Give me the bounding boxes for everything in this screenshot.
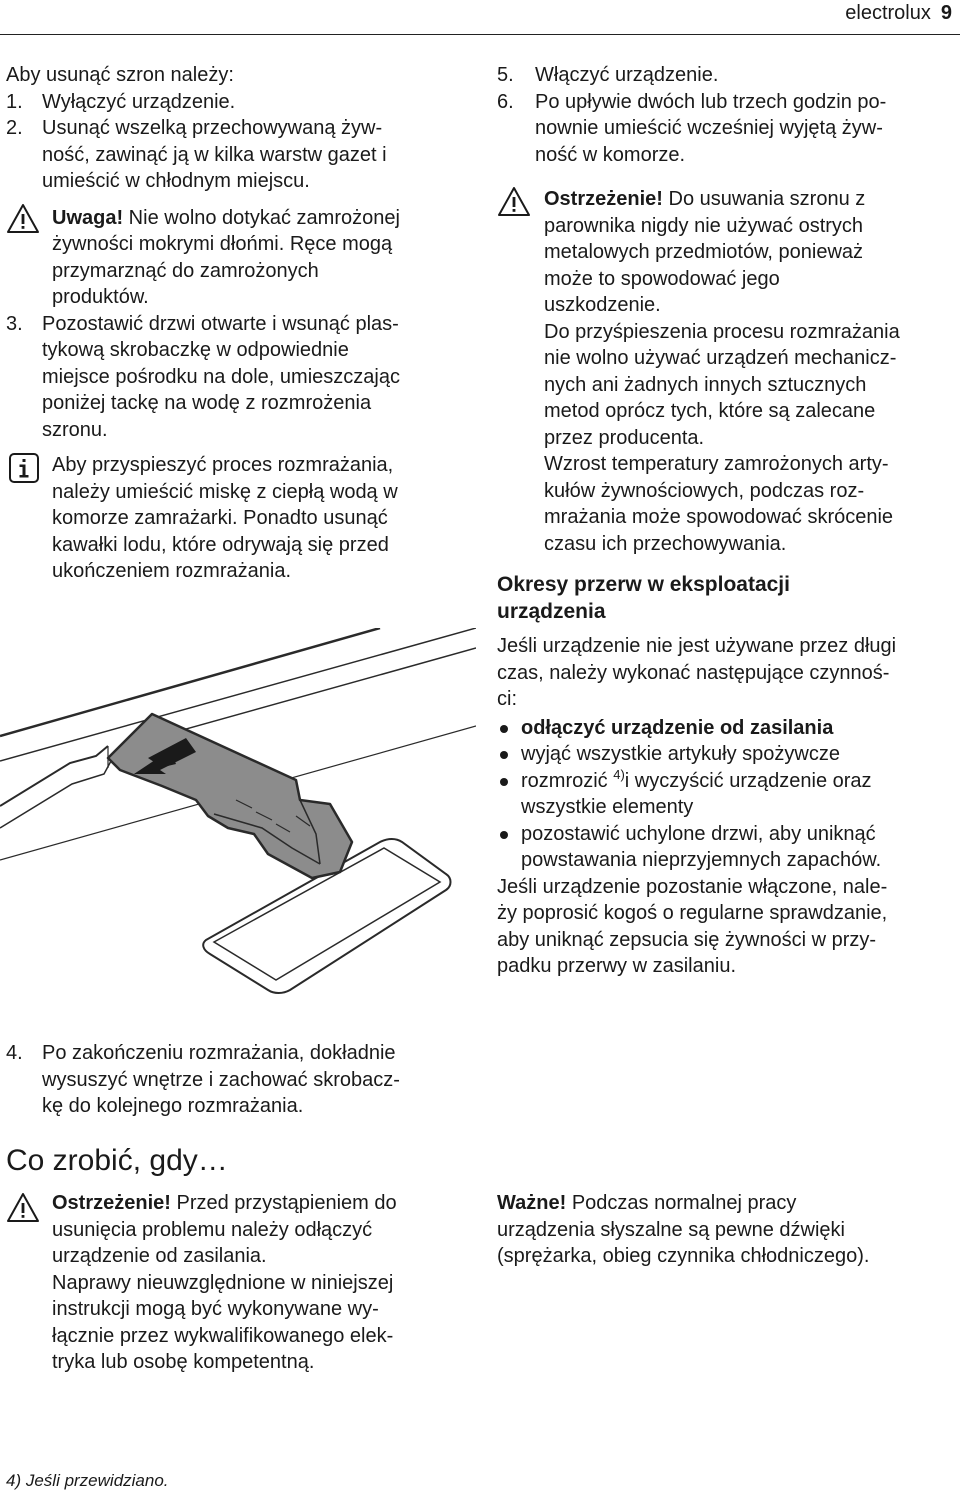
step-text: Usunąć wszelką przechowywaną żyw- [42, 117, 383, 139]
step-number: 4. [6, 1042, 23, 1064]
important-note [497, 1190, 959, 1270]
step-text: Wyłączyć urządzenie. [42, 90, 236, 113]
page-header [845, 0, 952, 26]
footnote: 4) Jeśli przewidziano. [6, 1471, 169, 1490]
important-text: Podczas normalnej pracy [566, 1192, 797, 1214]
defrost-warning [497, 186, 959, 557]
closing-text: padku przerwy w zasilaniu. [497, 955, 736, 977]
brand-name: electrolux [845, 2, 931, 24]
step-3 [6, 311, 476, 444]
warning-text: może to spowodować jego [544, 267, 780, 290]
step-text: ność, zawinąć ją w kilka warstw gazet i [42, 143, 387, 166]
warning-text: urządzenie od zasilania. [52, 1245, 267, 1267]
warning-icon [497, 186, 531, 218]
bullet-text: wyjąć wszystkie artykuły spożywcze [521, 743, 840, 765]
warning-icon [6, 1192, 40, 1224]
caution-text: produktów. [52, 286, 149, 308]
step-4-block [6, 1040, 476, 1120]
bullet-text: powstawania nieprzyjemnych zapachów. [521, 849, 882, 871]
info-text: należy umieścić miskę z ciepłą wodą w [52, 480, 398, 503]
caution-title: Uwaga! [52, 206, 124, 229]
warning-text: parownika nigdy nie używać ostrych [544, 214, 864, 237]
warning-text: uszkodzenie. [544, 294, 661, 316]
troubleshooting-warning-box [6, 1190, 476, 1376]
info-note [6, 452, 476, 585]
warning-text: metod oprócz tych, które są zalecane [544, 400, 876, 422]
section-heading-troubleshooting: Co zrobić, gdy… [6, 1144, 228, 1177]
closing-text: aby uniknąć zepsucia się żywności w przy- [497, 928, 877, 951]
step-number: 1. [6, 90, 23, 113]
scraper-illustration [0, 628, 476, 1000]
step-text: Włączyć urządzenie. [535, 64, 719, 86]
step-text: szronu. [42, 418, 108, 441]
info-text: komorze zamrażarki. Ponadto usunąć [52, 507, 388, 529]
step-number: 2. [6, 117, 23, 139]
step-4 [6, 1040, 476, 1120]
downtime-bullet-list [497, 715, 959, 874]
step-text: umieścić w chłodnym miejscu. [42, 170, 310, 192]
warning-text: Wzrost temperatury zamrożonych arty- [544, 453, 889, 475]
info-text: kawałki lodu, które odrywają się przed [52, 533, 389, 556]
important-text: (sprężarka, obieg czynnika chłodniczego). [497, 1245, 870, 1267]
warning-text: metalowych przedmiotów, ponieważ [544, 241, 864, 263]
closing-text: Jeśli urządzenie pozostanie włączone, nale- [497, 875, 888, 898]
bullet-text: odłączyć urządzenie od zasilania [521, 716, 834, 739]
warning-title: Ostrzeżenie! [52, 1192, 171, 1214]
warning-text: tryka lub osobę kompetentną. [52, 1351, 315, 1373]
step-number: 6. [497, 90, 514, 113]
step-6 [497, 89, 959, 169]
step-text: wysuszyć wnętrze i zachować skrobacz- [42, 1068, 400, 1091]
closing-text: ży poprosić kogoś o regularne sprawdzanie, [497, 902, 888, 924]
caution-text: Nie wolno dotykać zamrożonej [123, 206, 400, 229]
bullet-text: rozmrozić [521, 769, 614, 792]
section-heading-downtime [497, 571, 959, 625]
step-text: Pozostawić drzwi otwarte i wsunąć plas- [42, 312, 399, 335]
warning-text: łącznie przez wykwalifikowanego elek- [52, 1324, 394, 1347]
intro-text: Jeśli urządzenie nie jest używane przez długi [497, 635, 897, 657]
warning-text: Naprawy nieuwzględnione w niniejszej [52, 1271, 394, 1294]
section-title: urządzenia [497, 600, 606, 623]
step-text: ność w komorze. [535, 143, 686, 166]
warning-text: nych ani żadnych innych sztucznych [544, 373, 867, 396]
header-rule [0, 34, 960, 35]
downtime-closing [497, 874, 959, 980]
right-column [497, 62, 959, 980]
caution-text: przymarznąć do zamrożonych [52, 259, 319, 282]
step-text: tykową skrobaczkę w odpowiednie [42, 339, 349, 361]
bullet-text: wszystkie elementy [521, 796, 694, 818]
troubleshooting-warning [6, 1190, 476, 1376]
list-item [497, 821, 959, 874]
info-icon [8, 452, 40, 484]
footnote-ref: 4) [613, 766, 625, 782]
warning-text: instrukcji mogą być wykonywane wy- [52, 1298, 379, 1320]
step-text: poniżej tackę na wodę z rozmrożenia [42, 392, 372, 414]
page-number: 9 [940, 2, 952, 24]
warning-text: przez producenta. [544, 426, 705, 449]
caution-text: żywności mokrymi dłońmi. Ręce mogą [52, 233, 393, 255]
warning-text: nie wolno używać urządzeń mechanicz- [544, 347, 897, 369]
info-text: ukończeniem rozmrażania. [52, 560, 291, 582]
step-text: Po upływie dwóch lub trzech godzin po- [535, 90, 887, 113]
caution-note [6, 205, 476, 311]
step-1 [6, 89, 476, 116]
section-title: Okresy przerw w eksploatacji [497, 573, 790, 596]
list-item [497, 768, 959, 821]
intro-text: ci: [497, 688, 517, 710]
defrost-intro: Aby usunąć szron należy: [6, 64, 234, 86]
intro-text: czas, należy wykonać następujące czynnoś- [497, 661, 890, 684]
important-title: Ważne! [497, 1192, 567, 1214]
left-column [6, 62, 476, 585]
list-item [497, 715, 959, 742]
warning-text: mrażania może spowodować skrócenie [544, 506, 894, 528]
warning-text: usunięcia problemu należy odłączyć [52, 1218, 373, 1241]
step-text: nownie umieścić wcześniej wyjętą żyw- [535, 117, 883, 139]
step-text: miejsce pośrodku na dole, umieszczając [42, 365, 400, 388]
warning-text: Do usuwania szronu z [662, 188, 866, 210]
warning-text: kułów żywnościowych, podczas roz- [544, 479, 865, 502]
downtime-intro [497, 633, 959, 713]
important-text: urządzenia słyszalne są pewne dźwięki [497, 1218, 845, 1241]
bullet-text: i wyczyścić urządzenie oraz [624, 769, 872, 792]
step-text: kę do kolejnego rozmrażania. [42, 1095, 304, 1117]
bullet-text: pozostawić uchylone drzwi, aby uniknąć [521, 822, 876, 845]
warning-text: Do przyśpieszenia procesu rozmrażania [544, 320, 900, 343]
step-number: 3. [6, 312, 23, 335]
warning-text: czasu ich przechowywania. [544, 532, 787, 555]
list-item [497, 741, 959, 768]
warning-title: Ostrzeżenie! [544, 188, 663, 210]
warning-icon [6, 203, 40, 235]
info-text: Aby przyspieszyć proces rozmrażania, [52, 454, 394, 476]
step-2 [6, 115, 476, 195]
warning-text: Przed przystąpieniem do [170, 1192, 397, 1214]
step-number: 5. [497, 64, 514, 86]
step-text: Po zakończeniu rozmrażania, dokładnie [42, 1042, 396, 1064]
step-5 [497, 62, 959, 89]
